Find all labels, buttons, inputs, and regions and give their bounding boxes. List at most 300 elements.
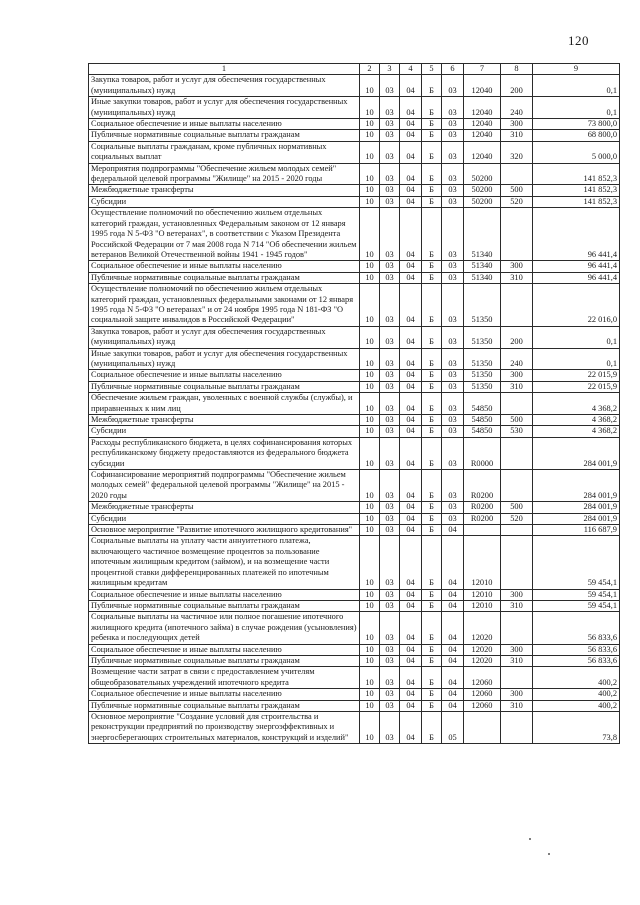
amount-cell: 400,2 (533, 700, 620, 711)
program-code-cell: 04 (400, 185, 422, 196)
table-row (89, 589, 620, 600)
section-code-cell: 10 (360, 711, 380, 743)
event-code-cell: 04 (442, 667, 464, 689)
event-code-cell: 03 (442, 326, 464, 348)
subprogram-code-cell: Б (422, 284, 442, 327)
program-code-cell: 04 (400, 513, 422, 524)
event-code-cell: 04 (442, 600, 464, 611)
program-code-cell: 04 (400, 393, 422, 415)
program-code-cell: 04 (400, 600, 422, 611)
event-code-cell: 03 (442, 426, 464, 437)
section-code-cell: 10 (360, 130, 380, 141)
target-code-cell (464, 525, 501, 536)
subsection-code-cell: 03 (380, 208, 400, 261)
amount-cell: 56 833,6 (533, 612, 620, 644)
table-row (89, 141, 620, 163)
table-row (89, 689, 620, 700)
target-code-cell: 12020 (464, 644, 501, 655)
subsection-code-cell: 03 (380, 261, 400, 272)
section-code-cell: 10 (360, 141, 380, 163)
section-code-cell: 10 (360, 163, 380, 185)
row-name-cell: Мероприятия подпрограммы "Обеспечение жильем молодых семей" федеральной целевой программы "Жилище" на 2015 - 2020 годы (89, 163, 360, 185)
subprogram-code-cell: Б (422, 272, 442, 283)
subsection-code-cell: 03 (380, 644, 400, 655)
target-code-cell: 50200 (464, 185, 501, 196)
target-code-cell: 12060 (464, 689, 501, 700)
subprogram-code-cell: Б (422, 700, 442, 711)
row-name-cell: Субсидии (89, 196, 360, 207)
table-row (89, 284, 620, 327)
event-code-cell: 03 (442, 261, 464, 272)
row-name-cell: Основное мероприятие "Развитие ипотечного жилищного кредитования" (89, 525, 360, 536)
expense-type-cell: 240 (501, 97, 533, 119)
subsection-code-cell: 03 (380, 470, 400, 502)
row-name-cell: Субсидии (89, 513, 360, 524)
event-code-cell: 03 (442, 437, 464, 469)
row-name-cell: Публичные нормативные социальные выплаты гражданам (89, 700, 360, 711)
row-name-cell: Осуществление полномочий по обеспечению жильем отдельных категорий граждан, установленных Федеральным законом от 12 января 1995 года N 5-ФЗ "О ветеранах", в соответствии с Указом Президента Российской Федерации от 7 мая 2008 года N 714 "Об обеспечении жильем ветеранов Великой Отечественной войны 1941 - 1945 годов" (89, 208, 360, 261)
column-header-row (89, 64, 620, 75)
target-code-cell: 12040 (464, 97, 501, 119)
row-name-cell: Основное мероприятие "Создание условий для строительства и реконструкции предприятий по производству энергоэффективных и энергосберегающих строительных материалов, конструкций и изделий" (89, 711, 360, 743)
expense-type-cell: 300 (501, 644, 533, 655)
subprogram-code-cell: Б (422, 119, 442, 130)
subsection-code-cell: 03 (380, 370, 400, 381)
amount-cell: 0,1 (533, 97, 620, 119)
program-code-cell: 04 (400, 415, 422, 426)
subprogram-code-cell: Б (422, 689, 442, 700)
target-code-cell: 12010 (464, 589, 501, 600)
amount-cell: 22 015,9 (533, 381, 620, 392)
expense-type-cell: 310 (501, 600, 533, 611)
subprogram-code-cell: Б (422, 326, 442, 348)
section-code-cell: 10 (360, 326, 380, 348)
column-header: 1 (89, 64, 360, 75)
subprogram-code-cell: Б (422, 525, 442, 536)
table-row (89, 536, 620, 589)
event-code-cell: 05 (442, 711, 464, 743)
amount-cell: 56 833,6 (533, 655, 620, 666)
event-code-cell: 03 (442, 393, 464, 415)
subsection-code-cell: 03 (380, 393, 400, 415)
subsection-code-cell: 03 (380, 513, 400, 524)
table-row (89, 426, 620, 437)
row-name-cell: Субсидии (89, 426, 360, 437)
page-number: 120 (568, 33, 589, 48)
table-row (89, 700, 620, 711)
table-row (89, 130, 620, 141)
amount-cell: 59 454,1 (533, 600, 620, 611)
subprogram-code-cell: Б (422, 141, 442, 163)
table-row (89, 163, 620, 185)
program-code-cell: 04 (400, 97, 422, 119)
table-row (89, 208, 620, 261)
target-code-cell: 51350 (464, 326, 501, 348)
amount-cell: 68 800,0 (533, 130, 620, 141)
event-code-cell: 03 (442, 415, 464, 426)
section-code-cell: 10 (360, 612, 380, 644)
subsection-code-cell: 03 (380, 196, 400, 207)
target-code-cell: 12020 (464, 612, 501, 644)
subsection-code-cell: 03 (380, 75, 400, 97)
section-code-cell: 10 (360, 381, 380, 392)
program-code-cell: 04 (400, 525, 422, 536)
column-header: 2 (360, 64, 380, 75)
table-row (89, 370, 620, 381)
section-code-cell: 10 (360, 644, 380, 655)
expense-type-cell: 300 (501, 589, 533, 600)
amount-cell: 400,2 (533, 667, 620, 689)
section-code-cell: 10 (360, 689, 380, 700)
program-code-cell: 04 (400, 208, 422, 261)
amount-cell: 22 015,9 (533, 370, 620, 381)
subprogram-code-cell: Б (422, 437, 442, 469)
event-code-cell: 03 (442, 119, 464, 130)
program-code-cell: 04 (400, 612, 422, 644)
target-code-cell: R0200 (464, 470, 501, 502)
section-code-cell: 10 (360, 75, 380, 97)
subsection-code-cell: 03 (380, 612, 400, 644)
expense-type-cell: 310 (501, 655, 533, 666)
amount-cell: 4 368,2 (533, 426, 620, 437)
subprogram-code-cell: Б (422, 370, 442, 381)
table-row (89, 711, 620, 743)
table-row (89, 97, 620, 119)
subprogram-code-cell: Б (422, 130, 442, 141)
table-row (89, 196, 620, 207)
target-code-cell: 51350 (464, 284, 501, 327)
event-code-cell: 03 (442, 348, 464, 370)
row-name-cell: Закупка товаров, работ и услуг для обеспечения государственных (муниципальных) нужд (89, 75, 360, 97)
table-row (89, 513, 620, 524)
table-row (89, 261, 620, 272)
target-code-cell: 12040 (464, 141, 501, 163)
target-code-cell: 12040 (464, 130, 501, 141)
expense-type-cell: 310 (501, 130, 533, 141)
section-code-cell: 10 (360, 261, 380, 272)
section-code-cell: 10 (360, 655, 380, 666)
expense-type-cell (501, 667, 533, 689)
expense-type-cell: 500 (501, 415, 533, 426)
event-code-cell: 04 (442, 525, 464, 536)
amount-cell: 284 001,9 (533, 513, 620, 524)
table-row (89, 470, 620, 502)
table-row (89, 381, 620, 392)
event-code-cell: 03 (442, 470, 464, 502)
target-code-cell: 51340 (464, 261, 501, 272)
table-row (89, 437, 620, 469)
program-code-cell: 04 (400, 689, 422, 700)
section-code-cell: 10 (360, 272, 380, 283)
table-row (89, 75, 620, 97)
expense-type-cell (501, 525, 533, 536)
subprogram-code-cell: Б (422, 208, 442, 261)
expense-type-cell (501, 612, 533, 644)
row-name-cell: Публичные нормативные социальные выплаты гражданам (89, 272, 360, 283)
row-name-cell: Расходы республиканского бюджета, в целях софинансирования которых республиканскому бюджету предоставляются из федерального бюджета субсидии (89, 437, 360, 469)
expense-type-cell: 300 (501, 119, 533, 130)
expense-type-cell: 200 (501, 326, 533, 348)
expense-type-cell (501, 163, 533, 185)
expense-type-cell: 300 (501, 261, 533, 272)
row-name-cell: Обеспечение жильем граждан, уволенных с военной службы (службы), и приравненных к ним лиц (89, 393, 360, 415)
subsection-code-cell: 03 (380, 130, 400, 141)
target-code-cell: R0200 (464, 513, 501, 524)
target-code-cell: 12040 (464, 119, 501, 130)
subsection-code-cell: 03 (380, 536, 400, 589)
amount-cell: 284 001,9 (533, 502, 620, 513)
subprogram-code-cell: Б (422, 348, 442, 370)
expense-type-cell: 500 (501, 502, 533, 513)
subprogram-code-cell: Б (422, 513, 442, 524)
subsection-code-cell: 03 (380, 97, 400, 119)
subprogram-code-cell: Б (422, 600, 442, 611)
column-header: 9 (533, 64, 620, 75)
row-name-cell: Социальное обеспечение и иные выплаты населению (89, 370, 360, 381)
subsection-code-cell: 03 (380, 415, 400, 426)
subsection-code-cell: 03 (380, 689, 400, 700)
section-code-cell: 10 (360, 370, 380, 381)
program-code-cell: 04 (400, 119, 422, 130)
amount-cell: 96 441,4 (533, 261, 620, 272)
subprogram-code-cell: Б (422, 381, 442, 392)
target-code-cell: 54850 (464, 415, 501, 426)
target-code-cell: 51350 (464, 348, 501, 370)
subsection-code-cell: 03 (380, 326, 400, 348)
program-code-cell: 04 (400, 196, 422, 207)
program-code-cell: 04 (400, 667, 422, 689)
row-name-cell: Осуществление полномочий по обеспечению жильем отдельных категорий граждан, установленных федеральными законами от 12 января 1995 года N 5-ФЗ "О ветеранах" и от 24 ноября 1995 года N 181-ФЗ "О социальной защите инвалидов в Российской Федерации" (89, 284, 360, 327)
row-name-cell: Иные закупки товаров, работ и услуг для обеспечения государственных (муниципальных) нужд (89, 348, 360, 370)
event-code-cell: 03 (442, 163, 464, 185)
event-code-cell: 04 (442, 655, 464, 666)
column-header: 5 (422, 64, 442, 75)
row-name-cell: Публичные нормативные социальные выплаты гражданам (89, 130, 360, 141)
event-code-cell: 03 (442, 381, 464, 392)
section-code-cell: 10 (360, 513, 380, 524)
event-code-cell: 03 (442, 75, 464, 97)
row-name-cell: Возмещение части затрат в связи с предоставлением учителям общеобразовательных учреждений ипотечного кредита (89, 667, 360, 689)
target-code-cell: 12010 (464, 600, 501, 611)
table-row (89, 119, 620, 130)
target-code-cell: 12010 (464, 536, 501, 589)
target-code-cell: 50200 (464, 163, 501, 185)
row-name-cell: Социальные выплаты на уплату части аннуитетного платежа, включающего частичное возмещение процентов за пользование ипотечным жилищным кредитом (займом), и на возмещение части процентной ставки дифференцированных платежей по ипотечным жилищным кредитам (89, 536, 360, 589)
subprogram-code-cell: Б (422, 589, 442, 600)
program-code-cell: 04 (400, 502, 422, 513)
subprogram-code-cell: Б (422, 470, 442, 502)
program-code-cell: 04 (400, 589, 422, 600)
section-code-cell: 10 (360, 208, 380, 261)
expense-type-cell (501, 393, 533, 415)
program-code-cell: 04 (400, 284, 422, 327)
event-code-cell: 03 (442, 272, 464, 283)
expense-type-cell: 310 (501, 700, 533, 711)
subsection-code-cell: 03 (380, 589, 400, 600)
section-code-cell: 10 (360, 536, 380, 589)
row-name-cell: Софинансирование мероприятий подпрограммы "Обеспечение жильем молодых семей" федеральной целевой программы "Жилище" на 2015 - 2020 годы (89, 470, 360, 502)
event-code-cell: 04 (442, 536, 464, 589)
column-header: 3 (380, 64, 400, 75)
amount-cell: 96 441,4 (533, 272, 620, 283)
subsection-code-cell: 03 (380, 141, 400, 163)
subprogram-code-cell: Б (422, 75, 442, 97)
table-row (89, 655, 620, 666)
event-code-cell: 03 (442, 141, 464, 163)
row-name-cell: Социальные выплаты на частичное или полное погашение ипотечного жилищного кредита (ипотечного займа) в случае рождения (усыновления) ребенка и последующих детей (89, 612, 360, 644)
row-name-cell: Публичные нормативные социальные выплаты гражданам (89, 381, 360, 392)
target-code-cell: 51340 (464, 208, 501, 261)
subsection-code-cell: 03 (380, 119, 400, 130)
column-header: 6 (442, 64, 464, 75)
target-code-cell: 51350 (464, 381, 501, 392)
subprogram-code-cell: Б (422, 502, 442, 513)
event-code-cell: 03 (442, 196, 464, 207)
row-name-cell: Межбюджетные трансферты (89, 502, 360, 513)
table-row (89, 393, 620, 415)
subsection-code-cell: 03 (380, 163, 400, 185)
target-code-cell: 50200 (464, 196, 501, 207)
amount-cell: 116 687,9 (533, 525, 620, 536)
event-code-cell: 04 (442, 612, 464, 644)
subsection-code-cell: 03 (380, 437, 400, 469)
program-code-cell: 04 (400, 326, 422, 348)
amount-cell: 284 001,9 (533, 470, 620, 502)
section-code-cell: 10 (360, 393, 380, 415)
subprogram-code-cell: Б (422, 667, 442, 689)
event-code-cell: 03 (442, 513, 464, 524)
scan-speck (548, 853, 550, 855)
expense-type-cell: 310 (501, 381, 533, 392)
row-name-cell: Публичные нормативные социальные выплаты гражданам (89, 600, 360, 611)
row-name-cell: Межбюджетные трансферты (89, 185, 360, 196)
subsection-code-cell: 03 (380, 525, 400, 536)
program-code-cell: 04 (400, 370, 422, 381)
amount-cell: 5 000,0 (533, 141, 620, 163)
subsection-code-cell: 03 (380, 655, 400, 666)
subprogram-code-cell: Б (422, 163, 442, 185)
subsection-code-cell: 03 (380, 185, 400, 196)
subprogram-code-cell: Б (422, 426, 442, 437)
table-row (89, 600, 620, 611)
column-header: 4 (400, 64, 422, 75)
amount-cell: 96 441,4 (533, 208, 620, 261)
program-code-cell: 04 (400, 700, 422, 711)
amount-cell: 56 833,6 (533, 644, 620, 655)
expense-type-cell: 520 (501, 196, 533, 207)
subsection-code-cell: 03 (380, 700, 400, 711)
subprogram-code-cell: Б (422, 196, 442, 207)
row-name-cell: Социальные выплаты гражданам, кроме публичных нормативных социальных выплат (89, 141, 360, 163)
subprogram-code-cell: Б (422, 644, 442, 655)
subsection-code-cell: 03 (380, 348, 400, 370)
subsection-code-cell: 03 (380, 600, 400, 611)
program-code-cell: 04 (400, 381, 422, 392)
table-row (89, 185, 620, 196)
table-row (89, 348, 620, 370)
program-code-cell: 04 (400, 130, 422, 141)
section-code-cell: 10 (360, 196, 380, 207)
event-code-cell: 03 (442, 284, 464, 327)
row-name-cell: Публичные нормативные социальные выплаты гражданам (89, 655, 360, 666)
program-code-cell: 04 (400, 348, 422, 370)
target-code-cell: 51340 (464, 272, 501, 283)
program-code-cell: 04 (400, 261, 422, 272)
target-code-cell: 54850 (464, 426, 501, 437)
section-code-cell: 10 (360, 502, 380, 513)
expense-type-cell: 520 (501, 513, 533, 524)
program-code-cell: 04 (400, 644, 422, 655)
amount-cell: 141 852,3 (533, 196, 620, 207)
program-code-cell: 04 (400, 75, 422, 97)
program-code-cell: 04 (400, 272, 422, 283)
amount-cell: 59 454,1 (533, 536, 620, 589)
table-row (89, 415, 620, 426)
event-code-cell: 03 (442, 130, 464, 141)
expense-type-cell: 240 (501, 348, 533, 370)
subprogram-code-cell: Б (422, 612, 442, 644)
subsection-code-cell: 03 (380, 272, 400, 283)
amount-cell: 59 454,1 (533, 589, 620, 600)
table-row (89, 326, 620, 348)
program-code-cell: 04 (400, 437, 422, 469)
table-row (89, 644, 620, 655)
amount-cell: 0,1 (533, 75, 620, 97)
table-row (89, 525, 620, 536)
amount-cell: 4 368,2 (533, 415, 620, 426)
expense-type-cell: 200 (501, 75, 533, 97)
amount-cell: 22 016,0 (533, 284, 620, 327)
section-code-cell: 10 (360, 525, 380, 536)
expense-type-cell: 500 (501, 185, 533, 196)
section-code-cell: 10 (360, 415, 380, 426)
table-row (89, 612, 620, 644)
amount-cell: 73 800,0 (533, 119, 620, 130)
section-code-cell: 10 (360, 667, 380, 689)
amount-cell: 284 001,9 (533, 437, 620, 469)
subsection-code-cell: 03 (380, 284, 400, 327)
expense-type-cell (501, 536, 533, 589)
program-code-cell: 04 (400, 655, 422, 666)
target-code-cell: 51350 (464, 370, 501, 381)
expense-type-cell (501, 711, 533, 743)
program-code-cell: 04 (400, 470, 422, 502)
expense-type-cell: 530 (501, 426, 533, 437)
target-code-cell: 12040 (464, 75, 501, 97)
event-code-cell: 03 (442, 208, 464, 261)
program-code-cell: 04 (400, 536, 422, 589)
program-code-cell: 04 (400, 141, 422, 163)
expense-type-cell: 300 (501, 370, 533, 381)
event-code-cell: 03 (442, 97, 464, 119)
section-code-cell: 10 (360, 97, 380, 119)
expense-type-cell: 310 (501, 272, 533, 283)
section-code-cell: 10 (360, 470, 380, 502)
section-code-cell: 10 (360, 426, 380, 437)
subprogram-code-cell: Б (422, 711, 442, 743)
event-code-cell: 03 (442, 502, 464, 513)
subprogram-code-cell: Б (422, 393, 442, 415)
target-code-cell: 12060 (464, 667, 501, 689)
amount-cell: 0,1 (533, 348, 620, 370)
expense-type-cell: 300 (501, 689, 533, 700)
target-code-cell: 12020 (464, 655, 501, 666)
section-code-cell: 10 (360, 589, 380, 600)
subsection-code-cell: 03 (380, 502, 400, 513)
table-row (89, 502, 620, 513)
row-name-cell: Социальное обеспечение и иные выплаты населению (89, 119, 360, 130)
section-code-cell: 10 (360, 700, 380, 711)
